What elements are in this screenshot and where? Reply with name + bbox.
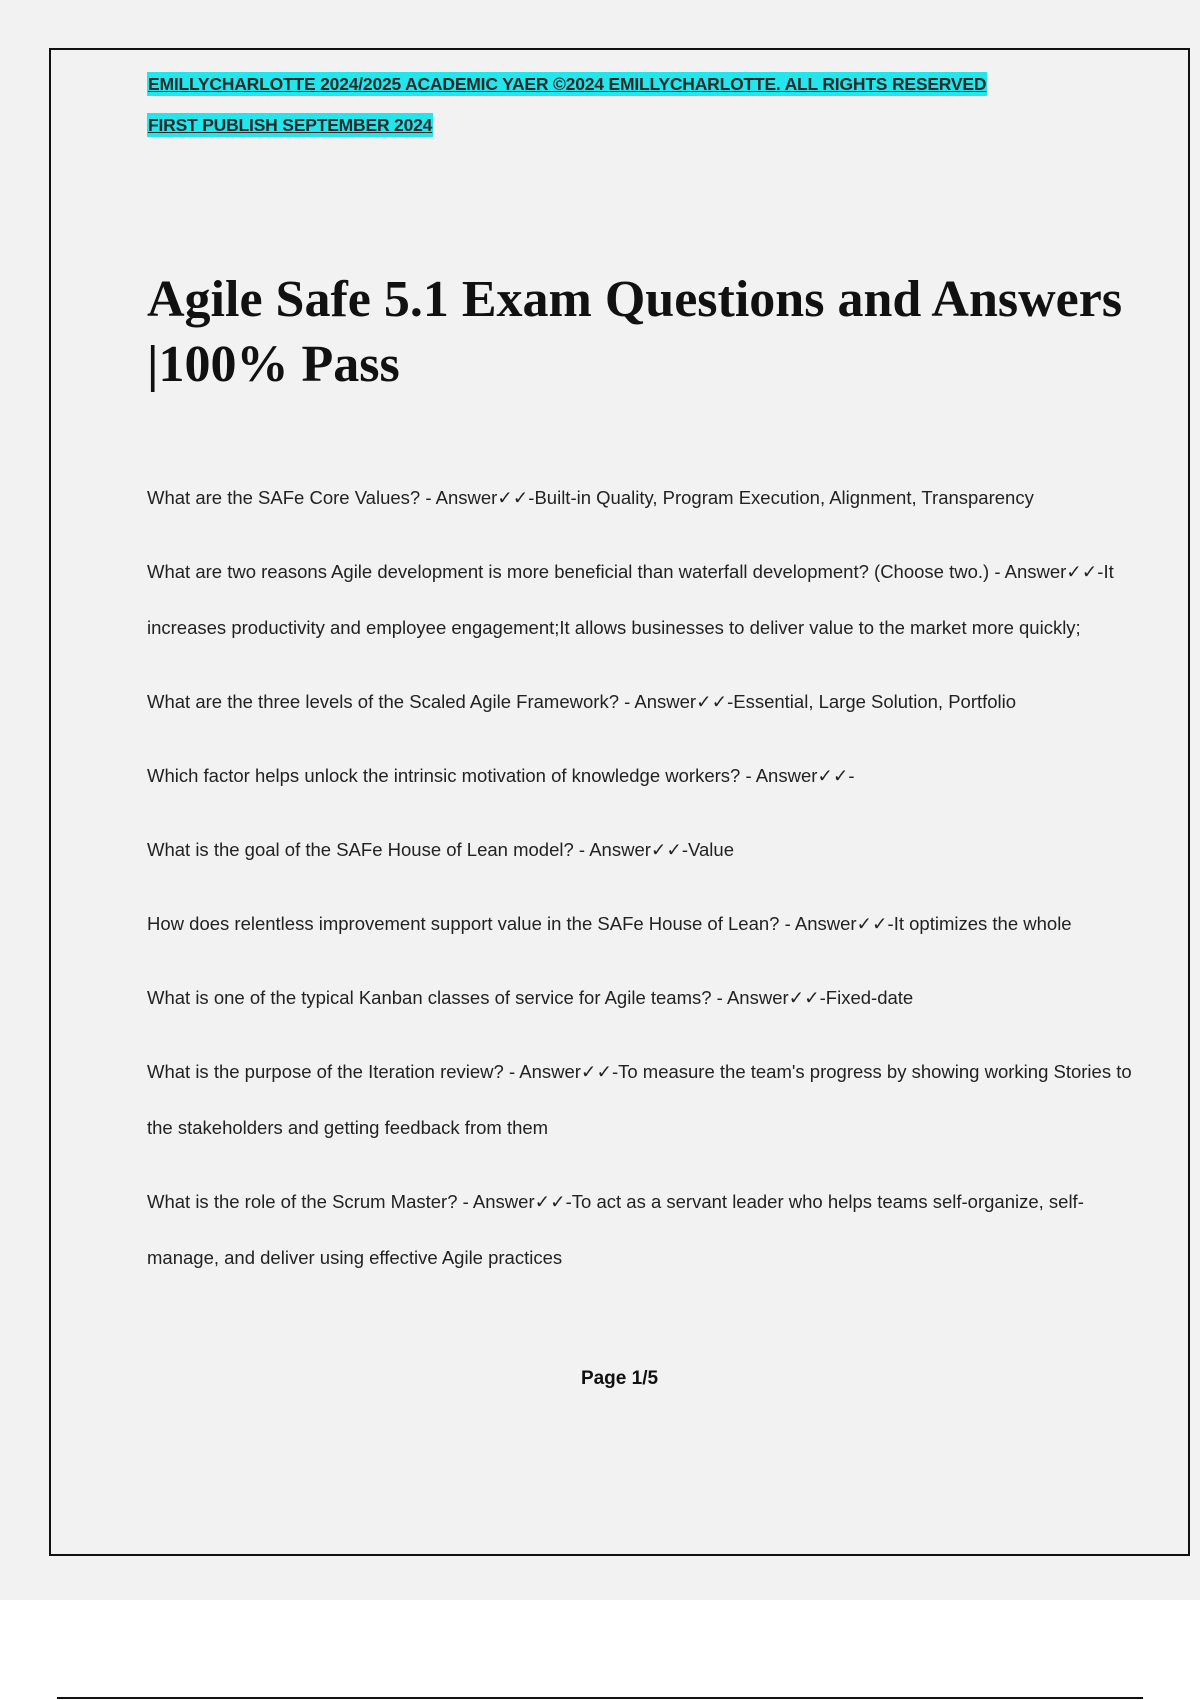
qa-item: What is the purpose of the Iteration review? - Answer✓✓-To measure the team's progress by showing working Stories to the stakeholders and getting feedback from them — [147, 1061, 1132, 1138]
qa-item: What is the role of the Scrum Master? - Answer✓✓-To act as a servant leader who helps teams self-organize, self-manage, and deliver using effective Agile practices — [147, 1191, 1084, 1268]
publish-date-line: FIRST PUBLISH SEPTEMBER 2024 — [148, 115, 433, 135]
qa-list — [147, 470, 1147, 1304]
qa-item: What are two reasons Agile development is more beneficial than waterfall development? (Choose two.) - Answer✓✓-It increases productivity and employee engagement;It allows businesses to deliver value to the market more quickly; — [147, 561, 1114, 638]
document-page — [49, 48, 1190, 1556]
page-content — [147, 72, 1147, 1268]
copyright-line: EMILLYCHARLOTTE 2024/2025 ACADEMIC YAER ©2024 EMILLYCHARLOTTE. ALL RIGHTS RESERVED — [148, 74, 987, 94]
qa-item: Which factor helps unlock the intrinsic motivation of knowledge workers? - Answer✓✓- — [147, 765, 855, 786]
document-title: Agile Safe 5.1 Exam Questions and Answers |100% Pass — [147, 271, 1123, 393]
qa-item: What is the goal of the SAFe House of Lean model? - Answer✓✓-Value — [147, 839, 734, 860]
qa-item: What are the SAFe Core Values? - Answer✓✓-Built-in Quality, Program Execution, Alignment, Transparency — [147, 487, 1034, 508]
qa-item: What is one of the typical Kanban classes of service for Agile teams? - Answer✓✓-Fixed-date — [147, 987, 914, 1008]
next-page-divider — [57, 1697, 1143, 1699]
copyright-header — [147, 72, 1147, 158]
qa-item: How does relentless improvement support value in the SAFe House of Lean? - Answer✓✓-It optimizes the whole — [147, 913, 1072, 934]
qa-item: What are the three levels of the Scaled Agile Framework? - Answer✓✓-Essential, Large Solution, Portfolio — [147, 691, 1017, 712]
page-number: Page 1/5 — [580, 1368, 659, 1389]
